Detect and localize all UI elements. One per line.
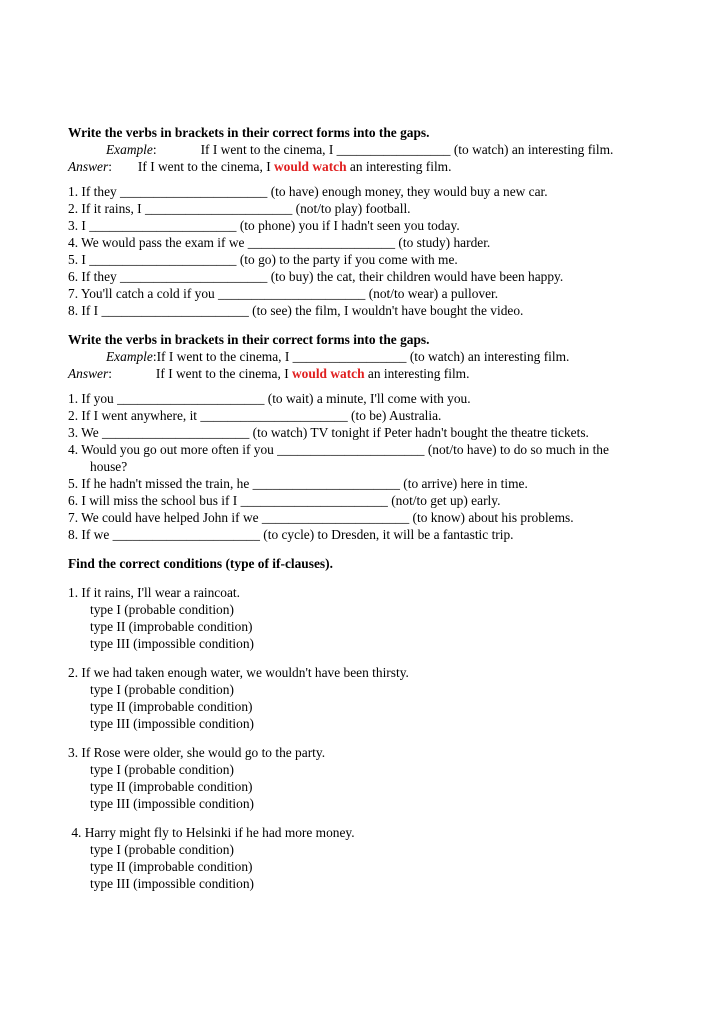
section1-heading: Write the verbs in brackets in their correct forms into the gaps. xyxy=(68,125,430,140)
example-text: :If I went to the cinema, I _________________ (to watch) an interesting film. xyxy=(152,349,570,364)
condition-option[interactable]: type I (probable condition) xyxy=(90,602,234,617)
section2-list xyxy=(68,390,668,543)
answer-label: Answer xyxy=(68,159,109,174)
list-item: 5. If he hadn't missed the train, he ______________________ (to arrive) here in time. xyxy=(68,476,528,491)
condition-option[interactable]: type II (improbable condition) xyxy=(90,699,253,714)
list-item: 2. If it rains, I ______________________ (not/to play) football. xyxy=(68,201,411,216)
list-item: 3. I ______________________ (to phone) you if I hadn't seen you today. xyxy=(68,218,460,233)
list-item: 8. If we ______________________ (to cycle) to Dresden, it will be a fantastic trip. xyxy=(68,527,514,542)
section2-heading: Write the verbs in brackets in their correct forms into the gaps. xyxy=(68,332,430,347)
question-text: 4. Harry might fly to Helsinki if he had more money. xyxy=(68,825,355,840)
condition-option[interactable]: type III (impossible condition) xyxy=(90,796,255,811)
section1-answer: Answer: If I went to the cinema, I would watch an interesting film. xyxy=(68,159,452,174)
question-block xyxy=(68,744,668,812)
list-item: 7. You'll catch a cold if you ______________________ (not/to wear) a pullover. xyxy=(68,286,499,301)
list-item: 6. If they ______________________ (to buy) the cat, their children would have been happy. xyxy=(68,269,564,284)
example-label: Example xyxy=(106,142,153,157)
condition-option[interactable]: type III (impossible condition) xyxy=(90,636,255,651)
list-item: 1. If you ______________________ (to wait) a minute, I'll come with you. xyxy=(68,391,471,406)
answer-highlight: would watch xyxy=(292,366,365,381)
condition-option[interactable]: type II (improbable condition) xyxy=(90,619,253,634)
list-item: 4. Would you go out more often if you ______________________ (not/to have) to do so much in the xyxy=(68,442,609,457)
question-block xyxy=(68,584,668,652)
list-item: 2. If I went anywhere, it ______________________ (to be) Australia. xyxy=(68,408,442,423)
condition-option[interactable]: type II (improbable condition) xyxy=(90,779,253,794)
section3-heading: Find the correct conditions (type of if-clauses). xyxy=(68,556,333,571)
list-item: 8. If I ______________________ (to see) the film, I wouldn't have bought the video. xyxy=(68,303,524,318)
section2-example xyxy=(68,348,668,365)
question-text: 1. If it rains, I'll wear a raincoat. xyxy=(68,585,240,600)
question-block xyxy=(68,664,668,732)
condition-option[interactable]: type II (improbable condition) xyxy=(90,859,253,874)
condition-option[interactable]: type III (impossible condition) xyxy=(90,876,255,891)
section1-list xyxy=(68,183,668,319)
list-item: 1. If they ______________________ (to have) enough money, they would buy a new car. xyxy=(68,184,548,199)
worksheet-page xyxy=(68,124,668,892)
list-item: 4. We would pass the exam if we ______________________ (to study) harder. xyxy=(68,235,491,250)
section2-answer: Answer: If I went to the cinema, I would watch an interesting film. xyxy=(68,366,470,381)
list-item: 6. I will miss the school bus if I ______________________ (not/to get up) early. xyxy=(68,493,501,508)
list-item-continuation: house? xyxy=(90,459,128,474)
question-text: 3. If Rose were older, she would go to the party. xyxy=(68,745,326,760)
condition-option[interactable]: type I (probable condition) xyxy=(90,842,234,857)
answer-label: Answer xyxy=(68,366,109,381)
list-item: 3. We ______________________ (to watch) TV tonight if Peter hadn't bought the theatre tickets. xyxy=(68,425,589,440)
example-text: If I went to the cinema, I _________________ (to watch) an interesting film. xyxy=(200,142,614,157)
answer-highlight: would watch xyxy=(274,159,347,174)
condition-option[interactable]: type III (impossible condition) xyxy=(90,716,255,731)
section1-example: Example: If I went to the cinema, I _________________ (to watch) an interesting film. xyxy=(106,142,614,157)
list-item: 5. I ______________________ (to go) to the party if you come with me. xyxy=(68,252,458,267)
question-block xyxy=(68,824,668,892)
condition-option[interactable]: type I (probable condition) xyxy=(90,682,234,697)
list-item: 7. We could have helped John if we ______________________ (to know) about his problems. xyxy=(68,510,574,525)
condition-option[interactable]: type I (probable condition) xyxy=(90,762,234,777)
question-text: 2. If we had taken enough water, we wouldn't have been thirsty. xyxy=(68,665,409,680)
example-label: Example xyxy=(106,349,153,364)
